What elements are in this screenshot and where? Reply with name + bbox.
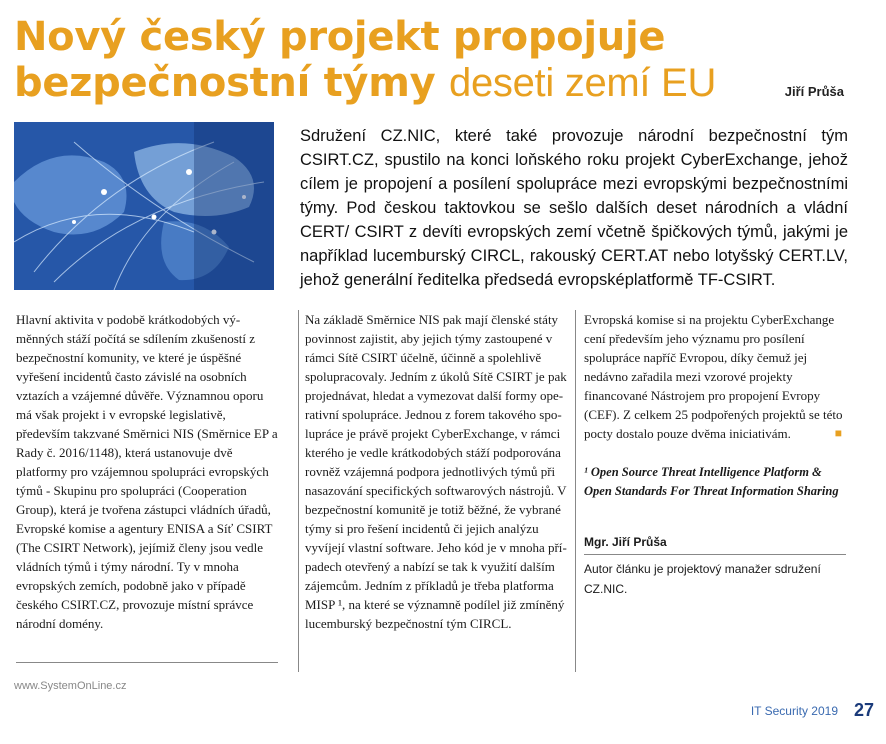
column-3-body: Evropská komise si na projektu CyberExchange cení především jeho významu pro posílení spolupráce napříč Evropou, díky čemuž jej nedávno zařadila mezi vzorové projekty financované Nástrojem pro propojení Evropy (CEF). Z celkem 25 podpořených projektů se této pocty dostalo pouze dvěma iniciativám. xyxy=(584,312,843,441)
body-column-3 xyxy=(584,310,846,599)
column-1-text: Hlavní aktivita v podobě krátkodobých výměnných stáží počítá se sdílením zkušeností z bezpečnostní komunity, ve které je úspěšné vyřešení incidentů často závislé na osobních vztazích a vzájemné důvěře. Významnou oporu má však projekt i v evropské legislativě, především takzvané Směrnici NIS (Směrnice EP a Rady č. 2016/1148), která ustanovuje dvě platformy pro vzájemnou spolupráci evropských týmů - Skupinu pro spolupráci (Cooperation Group), která je tvořena zástupci vládních úřadů, Evropské komise a agentury ENISA a Síť CSIRT (The CSIRT Network), jejímiž členy jsou vedle vládních týmů i týmy národní. Ty v mnoha evropských zemích, podobně jako v případě českého CSIRT.CZ, provozuje místní správce národní domény. xyxy=(16,312,278,631)
title-light: deseti zemí EU xyxy=(449,61,717,105)
lead-paragraph xyxy=(300,124,848,292)
footer-magazine: IT Security 2019 xyxy=(750,704,838,718)
column-3-text xyxy=(584,310,846,443)
article-title xyxy=(14,14,774,106)
column-2-text: Na základě Směrnice NIS pak mají členské státy povinnost zajistit, aby jejich týmy zastoupené v rámci Sítě CSIRT účelně, účinně a spolehlivě spolupracovaly. Jedním z úkolů Sítě CSIRT je pak projednávat, hledat a vymezovat další formy operativní spolupráce. Jednou z forem takového spolupráce je právě projekt CyberExchange, v rámci kterého je vedle krátkodobých stáží podporována rovněž vzájemná podpora jednotlivých týmů při nasazování specifických softwarových nástrojů. V bezpečnostní komunitě je totiž běžné, že vybrané týmy si pro řešení incidentů či jejich analýzu vyvíjejí vlastní software. Jeho kód je v mnoha případech otevřený a nabízí se tak k využití dalším zájemcům. Jedním z příkladů je třeba platforma MISP ¹, na které se významně podílel již zmíněný lucemburský bezpečnostní tým CIRCL. xyxy=(305,312,567,631)
end-mark-icon: ■ xyxy=(834,426,842,440)
page-number: 27 xyxy=(853,700,874,720)
author-byline: Jiří Průša xyxy=(784,84,844,99)
lead-text: Sdružení CZ.NIC, které také provozuje národní bezpečnostní tým CSIRT.CZ, spustilo na konci loňského roku projekt CyberExchange, jehož cílem je propojení a posílení spolupráce mezi evropskými bezpečnostními týmy. Pod českou taktovkou se sešlo dalších deset národních a vládní CERT/ CSIRT z devíti evropských zemí včetně špičkových týmů, jakými je například lucemburský CIRCL, rakouský CERT.AT nebo lotyšský CERT.LV, jehož generální ředitelka předsedá evropsképlatformě TF-CSIRT. xyxy=(300,127,848,289)
hero-image xyxy=(14,122,274,290)
footer-url: www.SystemOnLine.cz xyxy=(14,680,127,692)
body-column-2 xyxy=(298,310,576,672)
title-bold: Nový český projekt propojuje bezpečnostní týmy xyxy=(14,14,666,106)
author-bio-name: Mgr. Jiří Průša xyxy=(584,533,846,555)
world-map-network-graphic xyxy=(14,122,274,290)
author-bio-text: Autor článku je projektový manažer sdružení CZ.NIC. xyxy=(584,562,821,596)
body-column-1 xyxy=(16,310,278,663)
footnote: ¹ Open Source Threat Intelligence Platform & Open Standards For Threat Information Sharing xyxy=(584,465,839,498)
